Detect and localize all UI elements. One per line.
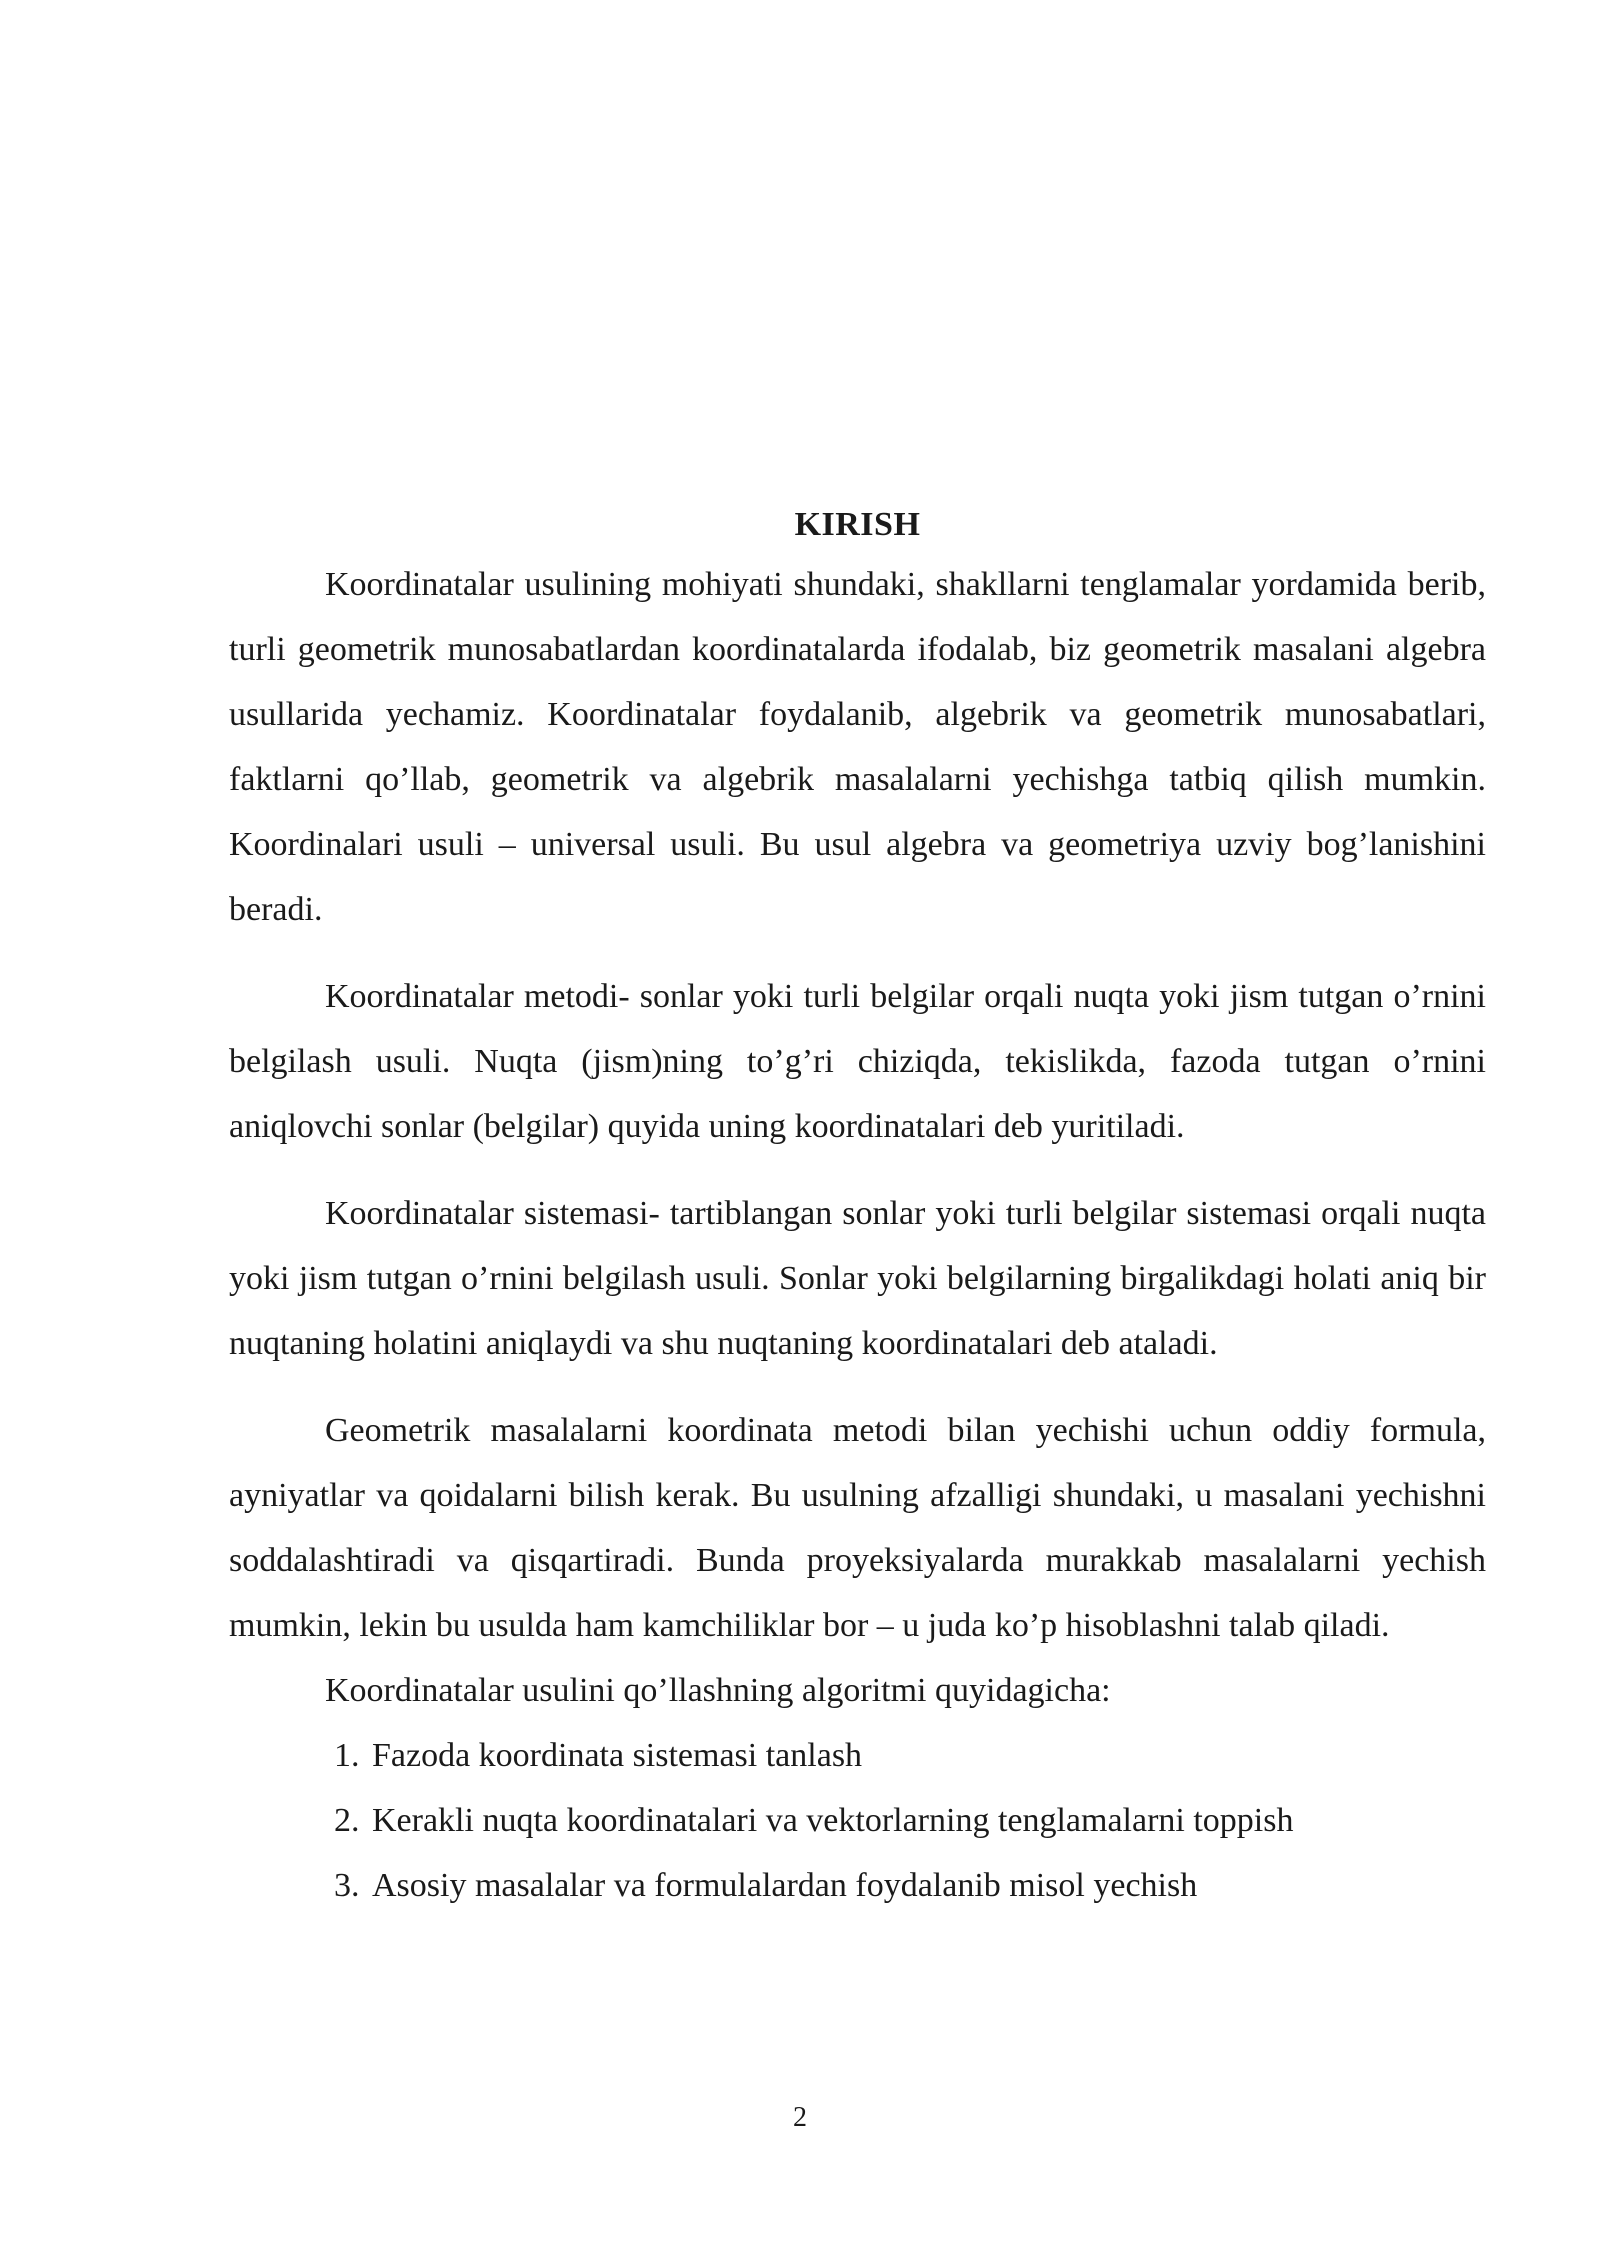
list-item: [229, 1788, 1486, 1853]
list-item-text: Asosiy masalalar va formulalardan foydalanib misol yechish: [372, 1867, 1198, 1904]
page-number: 2: [793, 2102, 807, 2133]
list-item-text: Kerakli nuqta koordinatalari va vektorlarning tenglamalarni toppish: [372, 1802, 1294, 1839]
paragraph-algorithm-intro: Koordinatalar usulini qo’llashning algoritmi quyidagicha:: [325, 1672, 1111, 1709]
list-item-number: 1.: [334, 1737, 360, 1774]
algorithm-list: [229, 1723, 1486, 1918]
section-title: KIRISH: [794, 506, 921, 543]
page-content: [229, 500, 1486, 1918]
list-item: [229, 1853, 1486, 1918]
paragraph-coordinate-method: Koordinatalar metodi- sonlar yoki turli belgilar orqali nuqta yoki jism tutgan o’rnini belgilash usuli. Nuqta (jism)ning to’g’ri chiziqda, tekislikda, fazoda tutgan o’rnini aniqlovchi sonlar (belgilar) quyida uning koordinatalari deb yuritiladi.: [229, 978, 1486, 1145]
paragraph-spacer: [229, 1159, 1486, 1181]
paragraph-spacer: [229, 1376, 1486, 1398]
list-item: [229, 1723, 1486, 1788]
paragraph-coordinate-system: Koordinatalar sistemasi- tartiblangan sonlar yoki turli belgilar sistemasi orqali nuqta yoki jism tutgan o’rnini belgilash usuli. Sonlar yoki belgilarning birgalikdagi holati aniq bir nuqtaning holatini aniqlaydi va shu nuqtaning koordinatalari deb ataladi.: [229, 1195, 1486, 1362]
paragraph-spacer: [229, 942, 1486, 964]
list-item-number: 3.: [334, 1867, 360, 1904]
list-item-text: Fazoda koordinata sistemasi tanlash: [372, 1737, 863, 1774]
paragraph-geometric-problems: Geometrik masalalarni koordinata metodi bilan yechishi uchun oddiy formula, ayniyatlar va qoidalarni bilish kerak. Bu usulning afzalligi shundaki, u masalani yechishni soddalashtiradi va qisqartiradi. Bunda proyeksiyalarda murakkab masalalarni yechish mumkin, lekin bu usulda ham kamchiliklar bor – u juda ko’p hisoblashni talab qiladi.: [229, 1412, 1486, 1644]
paragraph-intro: Koordinatalar usulining mohiyati shundaki, shakllarni tenglamalar yordamida berib, turli geometrik munosabatlardan koordinatalarda ifodalab, biz geometrik masalani algebra usullarida yechamiz. Koordinatalar foydalanib, algebrik va geometrik munosabatlari, faktlarni qo’llab, geometrik va algebrik masalalarni yechishga tatbiq qilish mumkin. Koordinalari usuli – universal usuli. Bu usul algebra va geometriya uzviy bog’lanishini beradi.: [229, 566, 1486, 928]
list-item-number: 2.: [334, 1802, 360, 1839]
